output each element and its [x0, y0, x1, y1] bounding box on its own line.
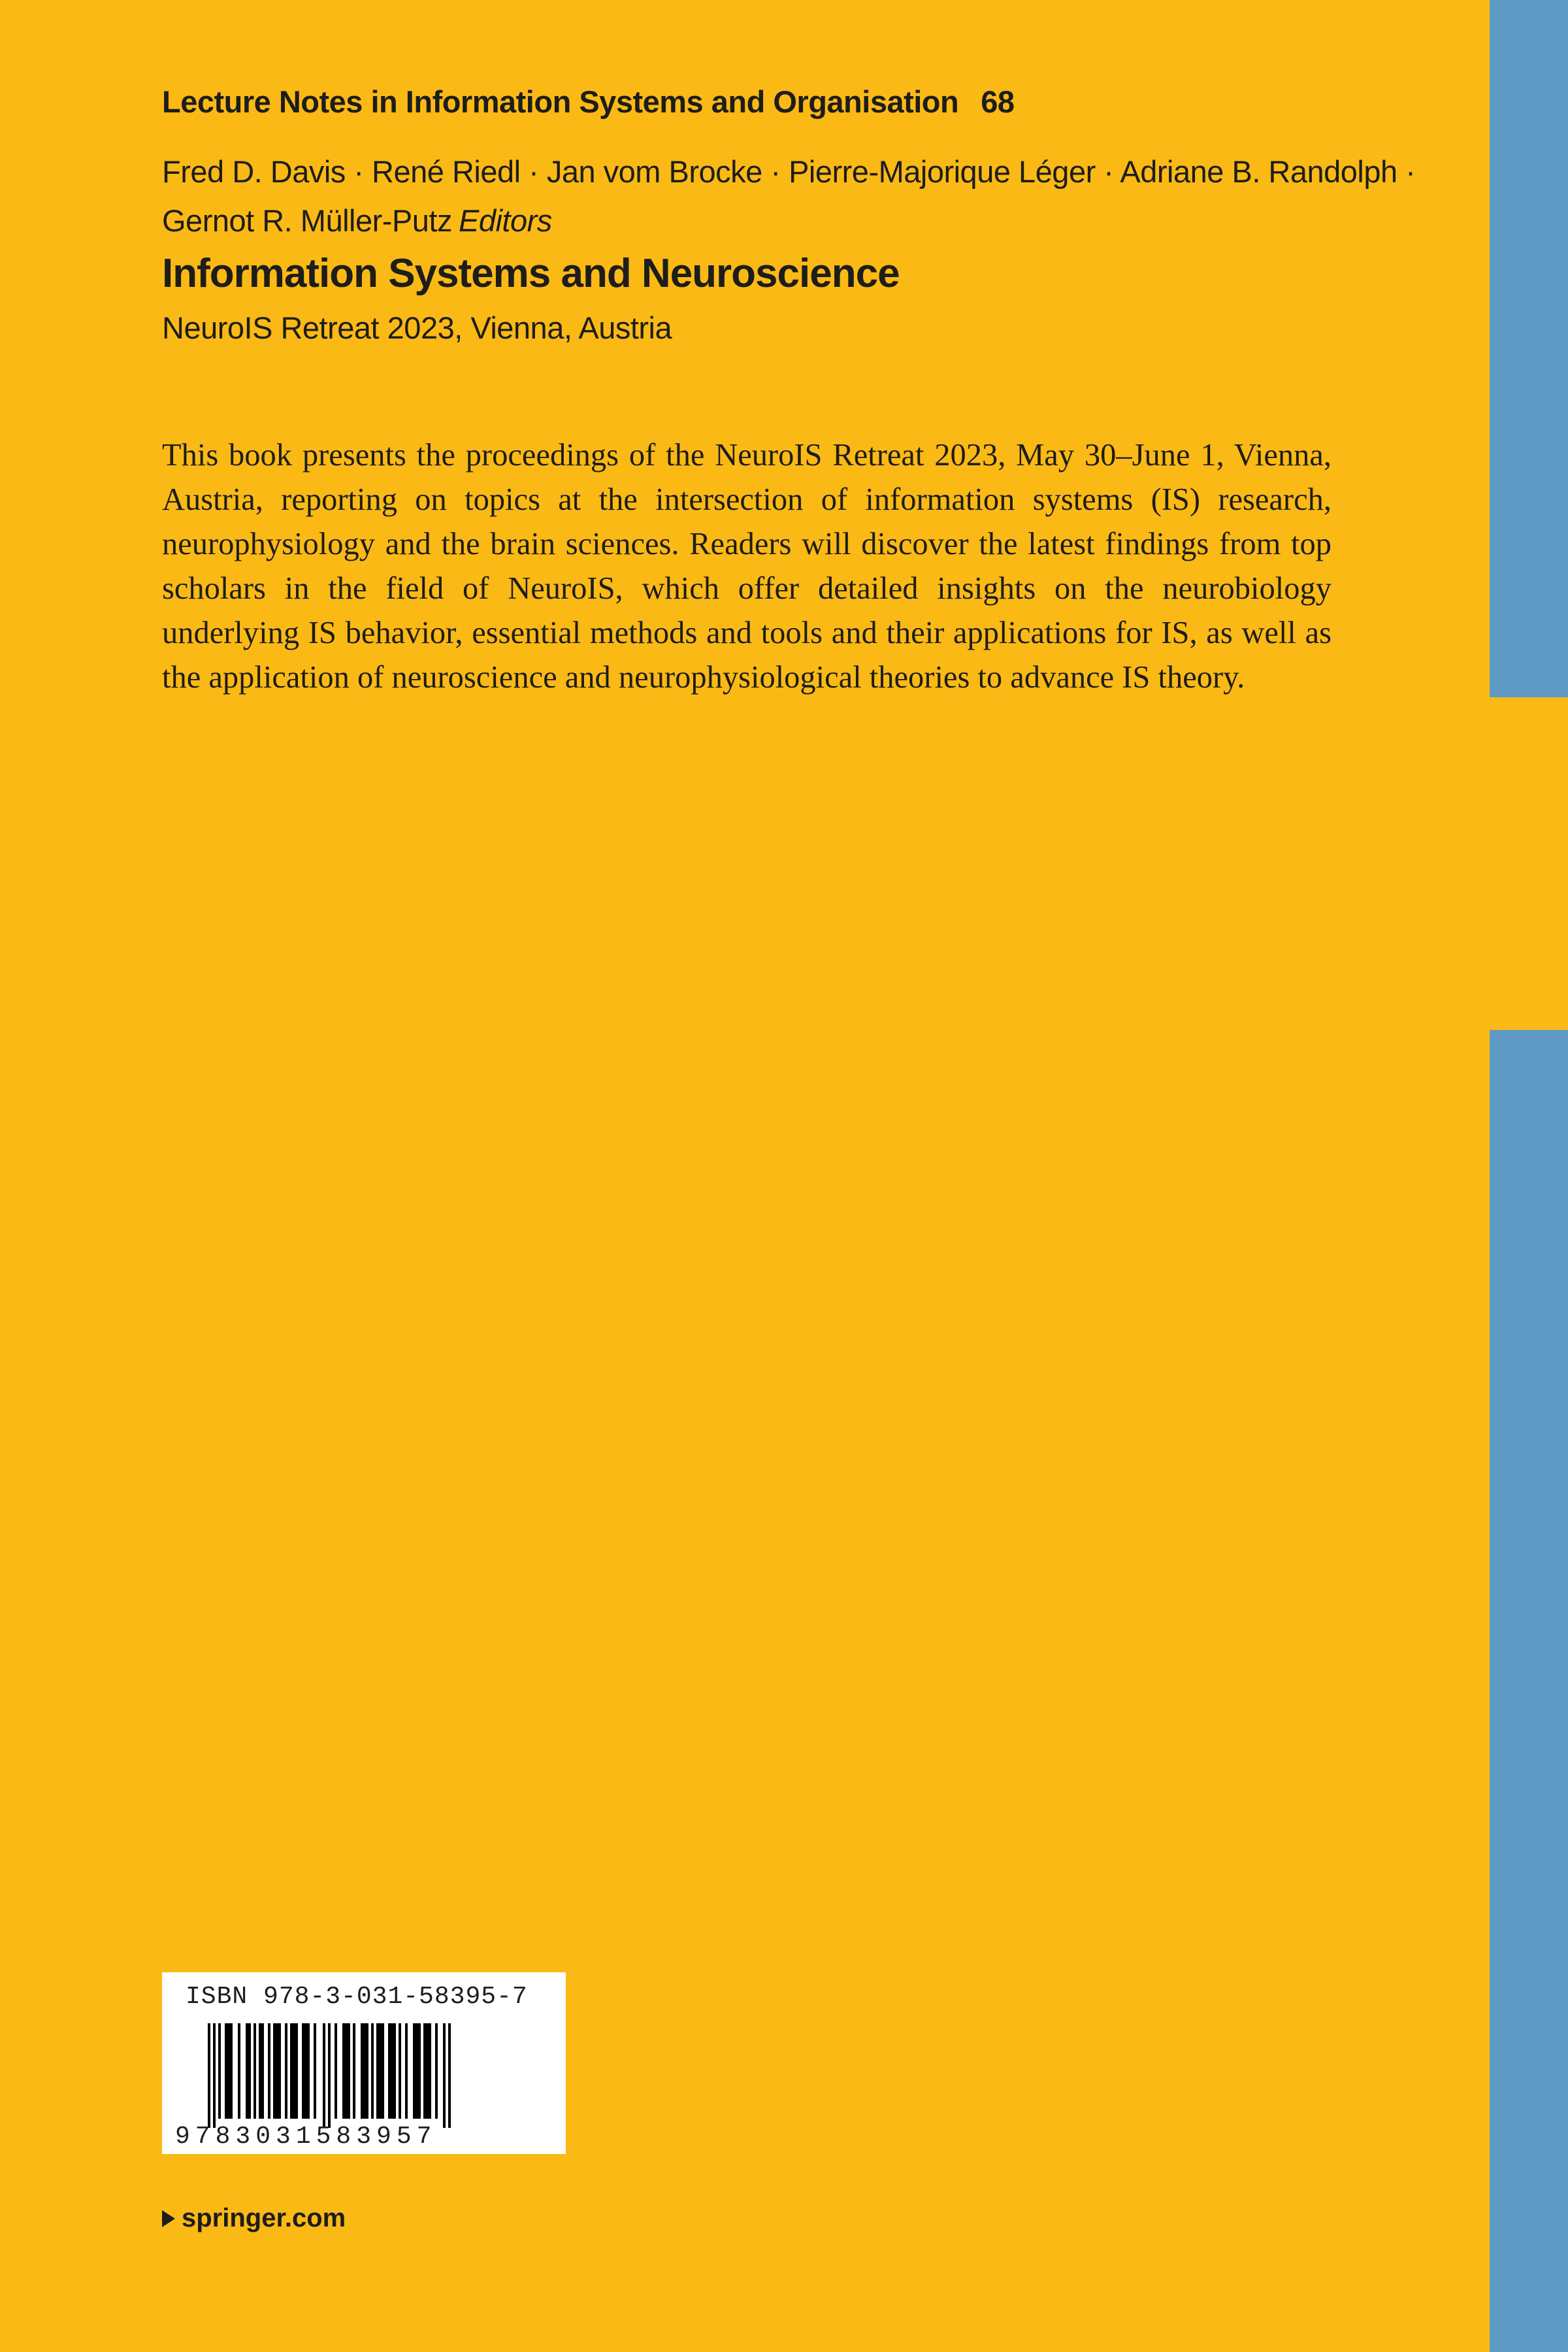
barcode-bar — [213, 2023, 216, 2128]
volume-number: 68 — [981, 84, 1015, 119]
barcode-bar — [246, 2023, 251, 2119]
barcode-bar — [423, 2023, 431, 2119]
series-header — [162, 84, 1015, 120]
barcode-bar — [314, 2023, 316, 2119]
publisher-url: springer.com — [182, 2204, 346, 2232]
publisher-link[interactable] — [162, 2204, 346, 2233]
barcode-bar — [253, 2023, 256, 2119]
barcode-bar — [361, 2023, 368, 2119]
barcode-bar — [448, 2023, 451, 2128]
barcode-bar — [388, 2023, 396, 2119]
editors-line-2: Gernot R. Müller-Putz — [162, 203, 452, 238]
barcode-bar — [302, 2023, 310, 2119]
editors-list — [162, 147, 1456, 245]
barcode-bar — [218, 2023, 221, 2119]
barcode-bar — [435, 2023, 438, 2119]
barcode-bar — [342, 2023, 350, 2119]
barcode-bar — [335, 2023, 337, 2119]
barcode-bar — [208, 2023, 210, 2128]
barcode-bar — [353, 2023, 355, 2119]
series-name: Lecture Notes in Information Systems and Organisation — [162, 84, 959, 119]
barcode-bar — [405, 2023, 408, 2119]
barcode-bar — [273, 2023, 281, 2119]
barcode-bar — [328, 2023, 331, 2128]
barcode-bar — [238, 2023, 240, 2119]
arrow-right-icon — [162, 2210, 175, 2227]
editors-line-2-wrapper — [162, 196, 1456, 245]
barcode-bar — [290, 2023, 298, 2119]
book-title: Information Systems and Neuroscience — [162, 251, 900, 296]
barcode-bar — [399, 2023, 401, 2119]
spine-accent-top — [1490, 0, 1568, 697]
barcode-bar — [413, 2023, 421, 2119]
barcode-bar — [268, 2023, 270, 2119]
spine-accent-bottom — [1490, 1030, 1568, 2352]
barcode-bar — [371, 2023, 374, 2119]
barcode-bar — [285, 2023, 287, 2119]
barcode-digits: 9783031583957 — [175, 2123, 437, 2151]
isbn-barcode — [162, 1972, 566, 2154]
barcode-bar — [443, 2023, 446, 2128]
book-description: This book presents the proceedings of the NeuroIS Retreat 2023, May 30–June 1, Vienna, Austria, reporting on topics at the intersection of information systems (IS) research, neurophysiology and the brain sciences. Readers will discover the latest findings from top scholars in the field of NeuroIS, which offer detailed insights on the neurobiology underlying IS behavior, essential methods and tools and their applications for IS, as well as the application of neuroscience and neurophysiological theories to advance IS theory. — [162, 438, 1331, 695]
barcode-bar — [323, 2023, 325, 2128]
editors-role: Editors — [458, 203, 552, 238]
barcode-bar — [259, 2023, 264, 2119]
book-subtitle: NeuroIS Retreat 2023, Vienna, Austria — [162, 310, 672, 345]
barcode-bar — [225, 2023, 233, 2119]
isbn-label: ISBN 978-3-031-58395-7 — [186, 1983, 528, 2011]
editors-line-1: Fred D. Davis · René Riedl · Jan vom Brocke · Pierre-Majorique Léger · Adriane B. Randolph · — [162, 154, 1416, 189]
barcode-bar — [376, 2023, 384, 2119]
